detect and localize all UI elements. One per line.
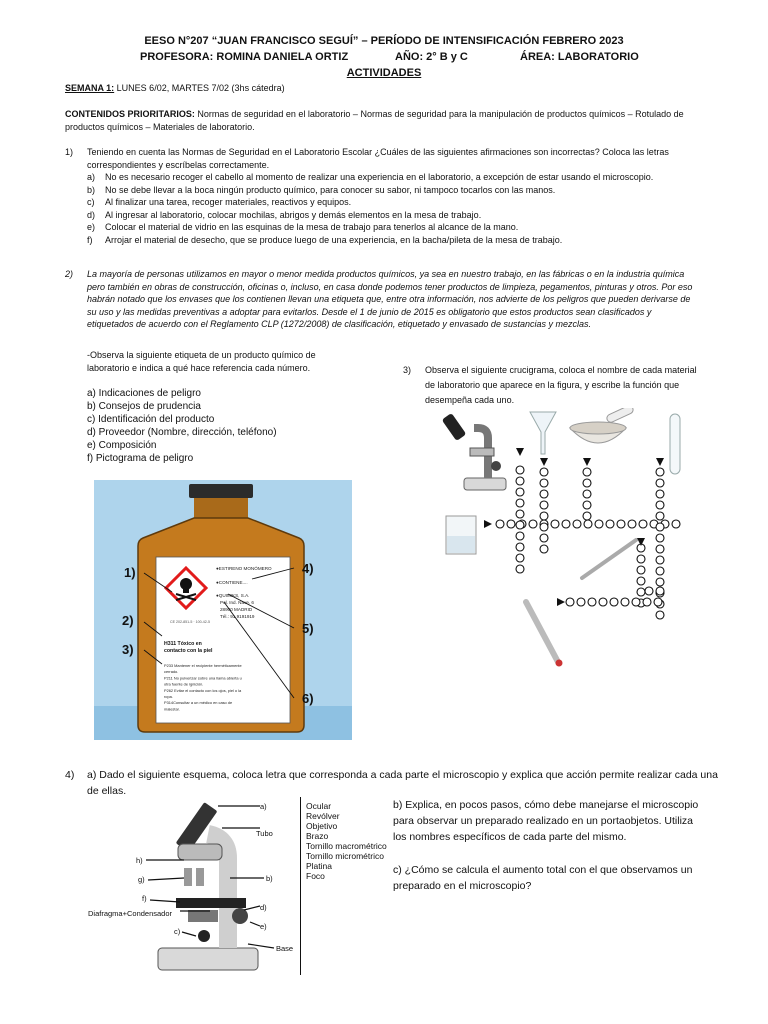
crossword-cell — [588, 598, 596, 606]
crossword-cell — [516, 499, 524, 507]
crossword-cell — [637, 566, 645, 574]
question-4-part-c: c) ¿Cómo se calcula el aumento total con el que observamos un preparado en el microscopio? — [393, 864, 693, 892]
crossword-cell — [583, 479, 591, 487]
microscope-part-name: Tornillo micrométrico — [306, 851, 384, 861]
callout-5: 5) — [302, 621, 314, 636]
crossword-cell — [516, 488, 524, 496]
crossword-cell — [656, 479, 664, 487]
crossword-cell — [540, 534, 548, 542]
crossword-cell — [516, 521, 524, 529]
diagram-label-e: e) — [260, 922, 267, 931]
crossword-cell — [637, 577, 645, 585]
crossword-cell — [656, 523, 664, 531]
crossword-cell — [595, 520, 603, 528]
crossword-cell — [656, 501, 664, 509]
precautionary-statement-line: cerrado. — [164, 669, 179, 675]
crossword-cell — [540, 468, 548, 476]
crossword-cell — [540, 512, 548, 520]
crossword-cell — [516, 510, 524, 518]
question-2 — [65, 268, 695, 331]
diagram-label-a: a) — [260, 802, 267, 811]
question-4 — [65, 767, 725, 799]
crossword-cell — [529, 520, 537, 528]
diagram-label-c: c) — [174, 927, 181, 936]
label-text-line: ●QUIMIKS, S.A. — [216, 593, 250, 598]
crossword-cell — [562, 520, 570, 528]
crossword-cell — [516, 543, 524, 551]
question-2-instruction: -Observa la siguiente etiqueta de un producto químico de laboratorio e indica a qué hace referencia cada número. — [87, 350, 316, 373]
crossword-cell — [540, 545, 548, 553]
diagram-label-diafragma: Diafragma+Condensador — [88, 909, 173, 918]
question-4-part-b: b) Explica, en pocos pasos, cómo debe manejarse el microscopio para observar un preparado realizado en un portaobjetos. Utiliza los nombres específicos de cada parte del mismo. — [393, 799, 699, 843]
callout-3: 3) — [122, 642, 134, 657]
microscope-diagram — [88, 798, 300, 978]
question-1-item — [87, 196, 695, 209]
crossword-cell — [516, 554, 524, 562]
vertical-divider — [300, 797, 301, 975]
crossword-cell — [516, 532, 524, 540]
microscope-part-name: Revólver — [306, 811, 340, 821]
question-2-intro: La mayoría de personas utilizamos en mayor o menor medida productos químicos, ya sea en nuestro trabajo, en las fábricas o en la industria química pero también en obras de construcción, oficinas o, incluso, en casa donde podemos tener productos de limpieza, pegamentos, pinturas y otros. Por eso habrán notado que los envases que los contienen llevan una etiqueta que, entre otra información, nos advierte de los peligros que pueden derivarse de su uso y las medidas preventivas a adoptar para evitarlos. Desde el 1 de junio de 2015 es obligatorio que estos productos sean clasificados y etiquetados de acuerdo con el Reglamento CLP (1272/2008) de clasificación, etiquetado y envasado de sustancias y mezclas. — [87, 269, 693, 329]
question-1-item — [87, 171, 695, 184]
question-1-item-text: No es necesario recoger el cabello al momento de realizar una experiencia en el laboratorio, a excepción de estar usando el microscopio. — [105, 172, 654, 182]
crossword-cell — [656, 587, 664, 595]
diagram-label-g: g) — [138, 875, 145, 884]
crossword-cell — [566, 598, 574, 606]
question-1-item-letter: e) — [87, 222, 96, 232]
precautionary-statement-line: P211 No pulverizar sobre una llama abierta u — [164, 675, 242, 681]
question-1-items — [87, 171, 695, 246]
crossword-cell — [516, 477, 524, 485]
crossword-cell — [507, 520, 515, 528]
crossword-cell — [551, 520, 559, 528]
crossword-cell — [617, 520, 625, 528]
crossword-cell — [583, 490, 591, 498]
hazard-statement-line1: H311 Tóxico en — [164, 641, 202, 647]
crossword-cell — [654, 598, 662, 606]
crossword-cell — [656, 556, 664, 564]
diagram-label-h: h) — [136, 856, 143, 865]
header-line1: EESO N°207 “JUAN FRANCISCO SEGUÍ” – PERÍODO DE INTENSIFICACIÓN FEBRERO 2023 — [144, 35, 624, 47]
crossword-cell — [583, 501, 591, 509]
callout-2: 2) — [122, 613, 134, 628]
contents-text: Normas de seguridad en el laboratorio – Normas de seguridad para la manipulación de productos químicos – Rotulado de productos químicos – Materiales de laboratorio. — [65, 109, 684, 132]
question-1-item-text: Colocar el material de vidrio en las esquinas de la mesa de trabajo para tenerlos al alcance de la mano. — [105, 222, 519, 232]
callout-1: 1) — [124, 565, 136, 580]
question-1-item — [87, 209, 695, 222]
question-1-item-letter: f) — [87, 234, 93, 245]
question-1-item-text: Al ingresar al laboratorio, colocar mochilas, abrigos y demás elementos en la mesa de trabajo. — [105, 209, 482, 220]
crossword-cell — [656, 567, 664, 575]
microscope-part-name: Brazo — [306, 831, 329, 841]
question-2-number: 2) — [65, 269, 74, 279]
crossword-cell — [656, 578, 664, 586]
question-1-item-text: Al finalizar una tarea, recoger materiales, reactivos y equipos. — [105, 197, 352, 207]
precautionary-statement-line: P314Consultar a un médico en caso de — [164, 700, 233, 706]
crossword-cell — [573, 520, 581, 528]
crossword-cell — [672, 520, 680, 528]
diagram-label-f: f) — [142, 894, 147, 903]
week-line — [65, 82, 285, 95]
callout-6: 6) — [302, 691, 314, 706]
question-1-item-letter: b) — [87, 184, 96, 195]
label-text-line: Tél.: 91 9191919 — [220, 614, 255, 619]
beaker-drawing-icon — [446, 516, 476, 554]
microscope-part-name: Foco — [306, 871, 325, 881]
microscope-part-name: Platina — [306, 861, 332, 871]
crossword-cell — [540, 523, 548, 531]
crossword-cell — [540, 479, 548, 487]
microscope-parts-list — [306, 801, 387, 881]
label-text-line: ●CONTIENE.... — [216, 580, 248, 585]
header-area: ÁREA: LABORATORIO — [520, 51, 639, 63]
microscope-part-name: Ocular — [306, 801, 332, 811]
question-2-option: a) Indicaciones de peligro — [87, 388, 201, 399]
week-text: LUNES 6/02, MARTES 7/02 (3hs cátedra) — [114, 83, 285, 93]
question-1-number: 1) — [65, 147, 74, 157]
question-4-number: 4) — [65, 769, 75, 781]
crossword-cell — [656, 512, 664, 520]
question-3-number: 3) — [403, 365, 412, 375]
question-1-item-letter: d) — [87, 209, 96, 220]
question-1-text: Teniendo en cuenta las Normas de Seguridad en el Laboratorio Escolar ¿Cuáles de las siguientes afirmaciones son incorrectas? Coloca las letras correspondientes y escríbelas correctamente. — [87, 147, 669, 170]
question-2-option: d) Proveedor (Nombre, dirección, teléfono) — [87, 427, 277, 438]
crossword-figure — [430, 408, 700, 670]
question-2-option: c) Identificación del producto — [87, 414, 215, 425]
contents-paragraph — [65, 108, 685, 133]
header-teacher: PROFESORA: ROMINA DANIELA ORTIZ — [140, 51, 349, 63]
crossword-cell — [621, 598, 629, 606]
mortar-and-pestle-icon — [570, 408, 634, 443]
precautionary-statement-line: P233 Mantener el recipiente herméticamente — [164, 663, 242, 668]
microscope-drawing-icon — [442, 413, 506, 490]
precautionary-statement-line: P262 Evitar el contacto con los ojos, piel o la — [164, 687, 242, 693]
question-1-item-letter: a) — [87, 172, 96, 182]
crossword-cell — [540, 501, 548, 509]
header-activities: ACTIVIDADES — [346, 67, 422, 79]
crossword-cell — [496, 520, 504, 528]
question-1 — [65, 146, 695, 246]
crossword-cell — [577, 598, 585, 606]
question-1-item — [87, 184, 695, 197]
crossword-cell — [516, 466, 524, 474]
hazard-statement-line2: contacto con la piel — [164, 648, 213, 654]
contents-label: CONTENIDOS PRIORITARIOS: — [65, 109, 195, 119]
question-1-item-text: Arrojar el material de desecho, que se produce luego de una experiencia, en la bacha/pileta de la mesa de trabajo. — [105, 234, 563, 245]
crossword-cell — [656, 611, 664, 619]
question-3 — [403, 363, 703, 408]
crossword-cell — [656, 545, 664, 553]
crossword-cell — [540, 490, 548, 498]
crossword-cell — [583, 512, 591, 520]
crossword-cell — [516, 565, 524, 573]
diagram-label-tubo: Tubo — [256, 829, 273, 838]
question-3-text: Observa el siguiente crucigrama, coloca el nombre de cada material de laboratorio que aparece en la figura, y escribe la función que desempeña cada uno. — [425, 365, 697, 405]
crossword-cell — [584, 520, 592, 528]
crossword-cell — [583, 468, 591, 476]
crossword-grid — [496, 466, 680, 619]
microscope-body-icon — [158, 802, 258, 970]
label-text-line: ●ESTIRENO MONÓMERO — [216, 566, 272, 571]
crossword-cell — [610, 598, 618, 606]
diagram-label-base: Base — [276, 944, 294, 953]
header-year: AÑO: 2° B y C — [395, 51, 468, 63]
crossword-cell — [637, 555, 645, 563]
diagram-label-b: b) — [266, 874, 273, 883]
bottle-neck — [194, 498, 248, 518]
crossword-cell — [639, 520, 647, 528]
crossword-cell — [628, 520, 636, 528]
chemical-label-figure — [94, 480, 352, 740]
crossword-cell — [656, 468, 664, 476]
precautionary-statement-line: ropa. — [164, 694, 173, 699]
bottle-cap — [189, 484, 253, 498]
thermometer-drawing-icon — [526, 602, 563, 667]
question-2-option: e) Composición — [87, 440, 157, 451]
question-1-item — [87, 221, 695, 234]
microscope-part-name: Objetivo — [306, 821, 338, 831]
cas-number: CE 202-851-5 · 100-42-5 — [170, 620, 210, 624]
funnel-drawing-icon — [530, 412, 556, 454]
crossword-cell — [643, 598, 651, 606]
crossword-cell — [645, 587, 653, 595]
crossword-cell — [637, 588, 645, 596]
crossword-cell — [656, 534, 664, 542]
week-label: SEMANA 1: — [65, 83, 115, 93]
test-tube-drawing-icon — [670, 414, 680, 474]
question-2-option: b) Consejos de prudencia — [87, 401, 201, 412]
callout-4: 4) — [302, 561, 314, 576]
question-4-part-a: a) Dado el siguiente esquema, coloca letra que corresponda a cada parte el microscopio y explica que acción permite realizar cada una de ellas. — [87, 769, 718, 797]
precautionary-statement-line: otra fuente de ignición. — [164, 681, 204, 687]
question-1-item-letter: c) — [87, 197, 95, 207]
microscope-part-name: Tornillo macrométrico — [306, 841, 387, 851]
crossword-cell — [632, 598, 640, 606]
pipette-drawing-icon — [582, 540, 636, 578]
question-1-item-text: No se debe llevar a la boca ningún producto químico, para conocer su sabor, ni tampoco tocarlos con las manos. — [105, 184, 556, 195]
crossword-cell — [606, 520, 614, 528]
question-2-option: f) Pictograma de peligro — [87, 453, 194, 464]
crossword-cell — [656, 490, 664, 498]
label-text-line: 28900 MADRID — [220, 607, 253, 612]
crossword-cell — [599, 598, 607, 606]
question-2-options — [87, 387, 327, 465]
diagram-label-d: d) — [260, 903, 267, 912]
question-1-item — [87, 234, 695, 247]
label-text-line: Pol. Ind. Nave. 6 — [220, 600, 254, 605]
precautionary-statement-line: malestar. — [164, 706, 180, 712]
